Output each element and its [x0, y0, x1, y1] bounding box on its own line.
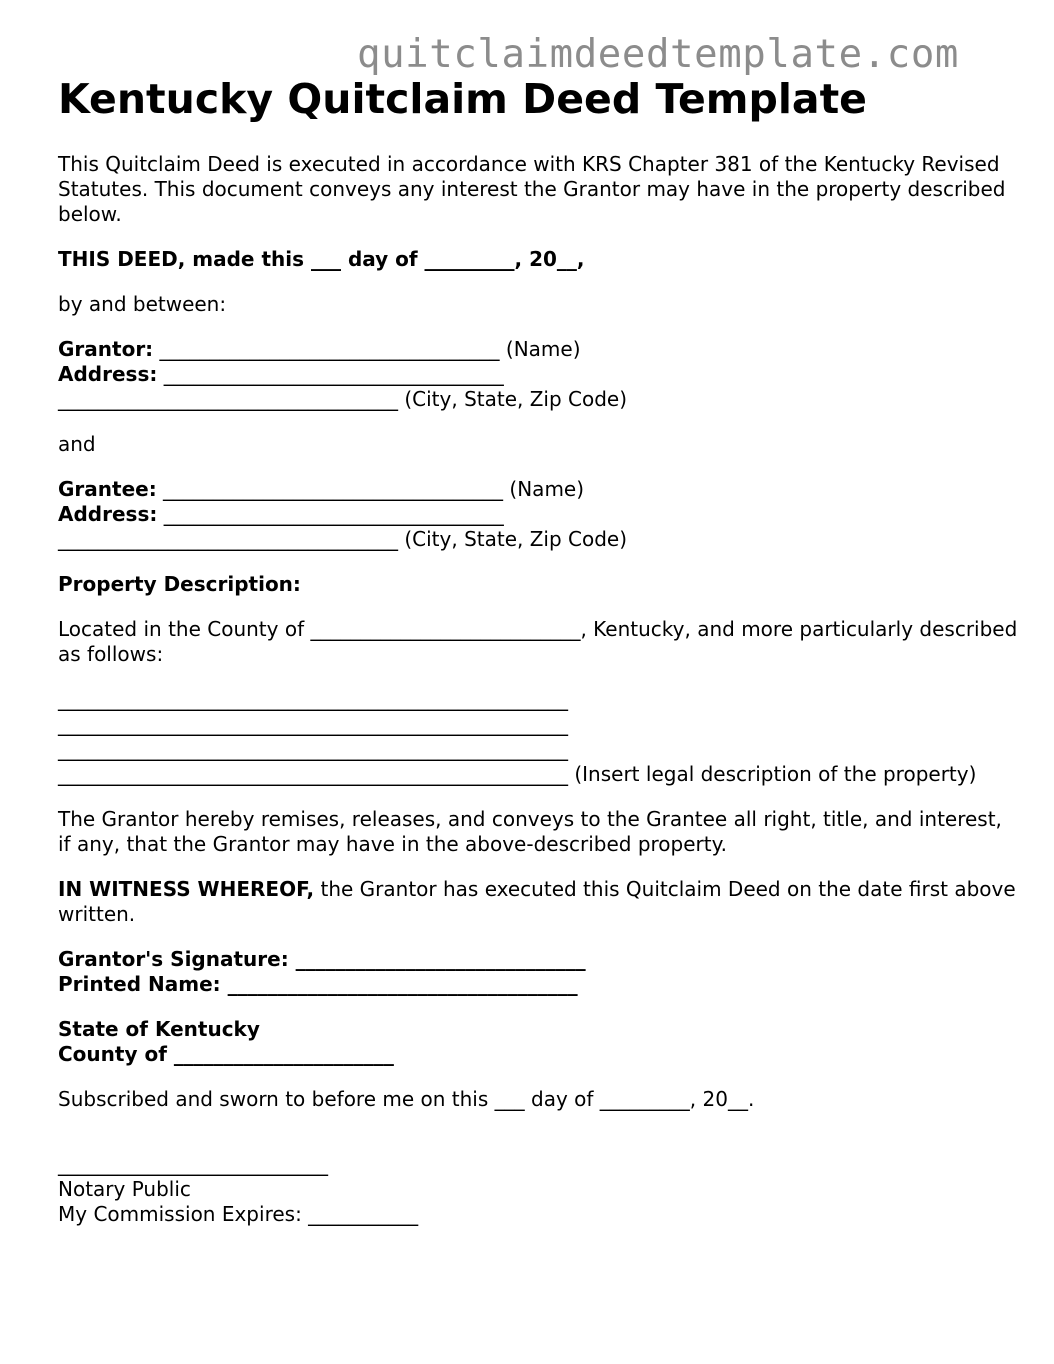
legal-description-line: ___________________________________________________: [58, 712, 568, 736]
grantor-address-line: [58, 362, 1018, 387]
conveyance-paragraph: The Grantor hereby remises, releases, and conveys to the Grantee all right, title, and interest, if any, that the Grantor may have in the above-described property.: [58, 807, 1002, 856]
notary-public-label: Notary Public: [58, 1177, 191, 1201]
grantee-name-field: __________________________________ (Name): [156, 477, 585, 501]
intro-paragraph: This Quitclaim Deed is executed in accordance with KRS Chapter 381 of the Kentucky Revised Statutes. This document conveys any interest the Grantor may have in the property described below.: [58, 152, 1006, 226]
grantee-name-line: [58, 477, 1018, 502]
printed-name-line: Printed Name: ___________________________________: [58, 972, 578, 996]
grantee-city-line: __________________________________ (City, State, Zip Code): [58, 527, 628, 551]
property-heading: Property Description:: [58, 572, 301, 596]
legal-description-line: ___________________________________________________: [58, 737, 568, 761]
state-label: State of Kentucky: [58, 1017, 260, 1041]
notary-signature-line: ___________________________: [58, 1152, 328, 1176]
legal-description-last-line: ___________________________________________________ (Insert legal description of the property): [58, 762, 977, 786]
page-title: Kentucky Quitclaim Deed Template: [58, 75, 867, 123]
grantor-city-line: __________________________________ (City, State, Zip Code): [58, 387, 628, 411]
county-label: County of ______________________: [58, 1042, 394, 1066]
grantor-name-line: [58, 337, 1018, 362]
deed-date-line: THIS DEED, made this ___ day of _________, 20__,: [58, 247, 585, 271]
deed-body: [58, 152, 1018, 1227]
grantor-address-label: Address:: [58, 362, 158, 386]
commission-expires-line: My Commission Expires: ___________: [58, 1202, 419, 1226]
legal-description-line: ___________________________________________________: [58, 687, 568, 711]
grantee-address-label: Address:: [58, 502, 158, 526]
grantee-label: Grantee:: [58, 477, 157, 501]
grantee-address-line: [58, 502, 1018, 527]
witness-paragraph: [58, 877, 1018, 927]
watermark: quitclaimdeedtemplate.com: [357, 32, 959, 77]
by-and-between: by and between:: [58, 292, 227, 316]
and-text: and: [58, 432, 96, 456]
grantor-label: Grantor:: [58, 337, 154, 361]
witness-text: the Grantor has executed this Quitclaim Deed on the date first above written.: [58, 877, 1016, 926]
grantee-address-field: __________________________________: [157, 502, 504, 526]
subscribed-line: Subscribed and sworn to before me on this ___ day of _________, 20__.: [58, 1087, 755, 1111]
grantor-signature-line: Grantor's Signature: _____________________________: [58, 947, 586, 971]
witness-heading: IN WITNESS WHEREOF,: [58, 877, 315, 901]
grantor-address-field: __________________________________: [157, 362, 504, 386]
grantor-name-field: __________________________________ (Name): [153, 337, 581, 361]
county-located-paragraph: Located in the County of ___________________________, Kentucky, and more particularly described as follows:: [58, 617, 1018, 666]
